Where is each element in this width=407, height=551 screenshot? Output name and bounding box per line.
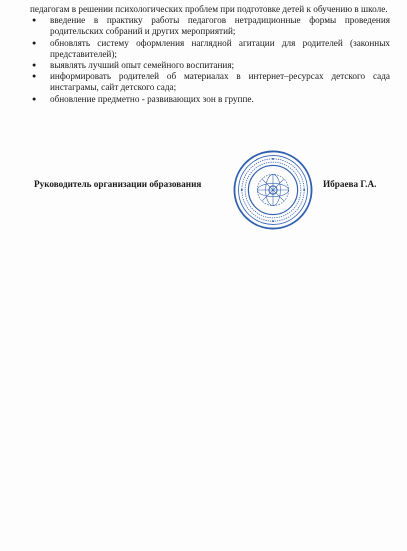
signatory-position: Руководитель организации образования <box>34 179 202 189</box>
list-item <box>30 38 390 60</box>
list-item-text: выявлять лучший опыт семейного воспитания; <box>50 60 235 71</box>
list-item-text: информировать родителей об материалах в интернет–ресурсах детского сада инстаграмы, сайт детского сада; <box>50 71 390 93</box>
list-item <box>30 60 390 71</box>
bullet-icon: ● <box>32 94 37 103</box>
signatory-name: Ибраева Г.А. <box>323 179 377 189</box>
list-item <box>30 15 390 37</box>
list-item <box>30 94 390 105</box>
bullet-icon: ● <box>32 38 37 47</box>
list-item <box>30 71 390 93</box>
round-seal-icon <box>232 149 314 231</box>
bullet-icon: ● <box>32 61 37 70</box>
intro-paragraph: педагогам в решении психологических проблем при подготовке детей к обучению в школе. <box>30 4 388 14</box>
list-item-text: обновление предметно - развивающих зон в группе. <box>50 93 254 104</box>
list-item-text: обновлять систему оформления наглядной агитации для родителей (законных представителей); <box>50 37 390 59</box>
list-item-text: введение в практику работы педагогов нетрадиционные формы проведения родительских собраний и других мероприятий; <box>50 15 390 37</box>
bullet-icon: ● <box>32 16 37 25</box>
document-body <box>30 4 390 105</box>
bullet-icon: ● <box>32 72 37 81</box>
